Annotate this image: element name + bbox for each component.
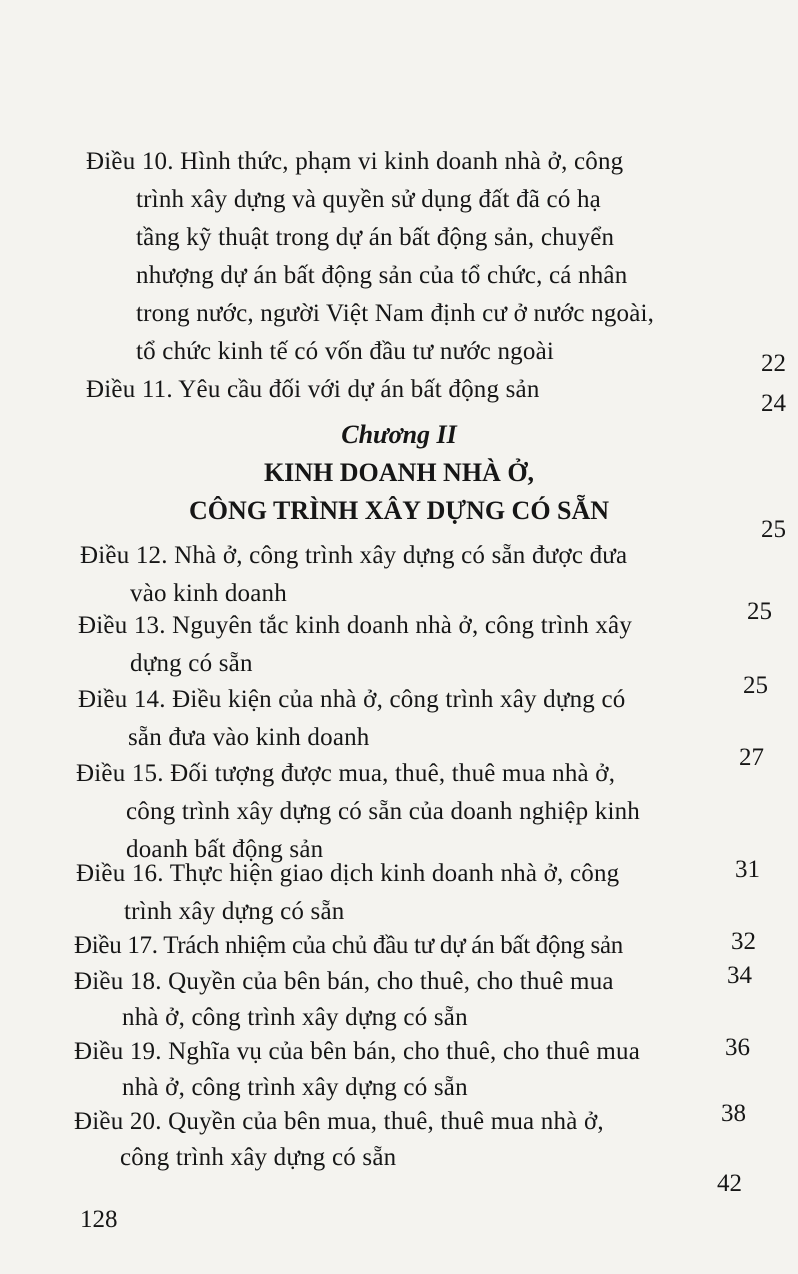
toc-line: Điều 15. Đối tượng được mua, thuê, thuê mua nhà ở, — [76, 760, 616, 787]
toc-line: Điều 10. Hình thức, phạm vi kinh doanh nhà ở, công — [86, 148, 624, 175]
toc-page-number: 42 — [717, 1170, 742, 1197]
toc-line: nhà ở, công trình xây dựng có sẵn — [122, 1074, 468, 1101]
toc-line: Điều 18. Quyền của bên bán, cho thuê, cho thuê mua — [74, 968, 614, 995]
toc-page-number: 38 — [721, 1100, 746, 1127]
toc-line: Điều 17. Trách nhiệm của chủ đầu tư dự án bất động sản — [74, 932, 623, 959]
toc-line: trình xây dựng và quyền sử dụng đất đã có hạ — [136, 186, 601, 213]
toc-line: Điều 20. Quyền của bên mua, thuê, thuê mua nhà ở, — [74, 1108, 604, 1135]
toc-line: nhà ở, công trình xây dựng có sẵn — [122, 1004, 468, 1031]
chapter-label: Chương II — [341, 420, 457, 449]
toc-line: trình xây dựng có sẵn — [124, 898, 345, 925]
toc-line: sẵn đưa vào kinh doanh — [128, 724, 370, 751]
page-number: 128 — [80, 1206, 118, 1233]
toc-line: doanh bất động sản — [126, 836, 324, 863]
toc-line: nhượng dự án bất động sản của tổ chức, cá nhân — [136, 262, 628, 289]
chapter-page-number: 25 — [761, 516, 786, 543]
toc-line: vào kinh doanh — [130, 580, 287, 607]
chapter-title-line1: KINH DOANH NHÀ Ở, — [263, 458, 535, 487]
toc-line: Điều 19. Nghĩa vụ của bên bán, cho thuê, cho thuê mua — [74, 1038, 640, 1065]
toc-line: Điều 12. Nhà ở, công trình xây dựng có sẵn được đưa — [80, 542, 628, 569]
toc-line: Điều 14. Điều kiện của nhà ở, công trình xây dựng có — [78, 686, 626, 713]
toc-line: công trình xây dựng có sẵn của doanh nghiệp kinh — [126, 798, 641, 825]
toc-page-number: 25 — [743, 672, 768, 699]
toc-page-number: 22 — [761, 350, 786, 377]
toc-line: tầng kỹ thuật trong dự án bất động sản, chuyển — [136, 224, 615, 251]
toc-line: trong nước, người Việt Nam định cư ở nước ngoài, — [136, 300, 655, 327]
toc-line: Điều 16. Thực hiện giao dịch kinh doanh nhà ở, công — [76, 860, 620, 887]
toc-page-number: 36 — [725, 1034, 750, 1061]
toc-line: Điều 13. Nguyên tắc kinh doanh nhà ở, công trình xây — [78, 612, 633, 639]
toc-page-number: 34 — [727, 962, 752, 989]
toc-page-number: 31 — [735, 856, 760, 883]
toc-line: dựng có sẵn — [130, 650, 253, 677]
toc-line: Điều 11. Yêu cầu đối với dự án bất động sản — [86, 376, 540, 403]
toc-line: công trình xây dựng có sẵn — [120, 1144, 397, 1171]
toc-page-number: 24 — [761, 390, 786, 417]
toc-page-number: 25 — [747, 598, 772, 625]
chapter-title-line2: CÔNG TRÌNH XÂY DỰNG CÓ SẴN — [188, 496, 610, 525]
toc-page-number: 27 — [739, 744, 764, 771]
toc-line: tổ chức kinh tế có vốn đầu tư nước ngoài — [136, 338, 555, 365]
toc-page-number: 32 — [731, 928, 756, 955]
